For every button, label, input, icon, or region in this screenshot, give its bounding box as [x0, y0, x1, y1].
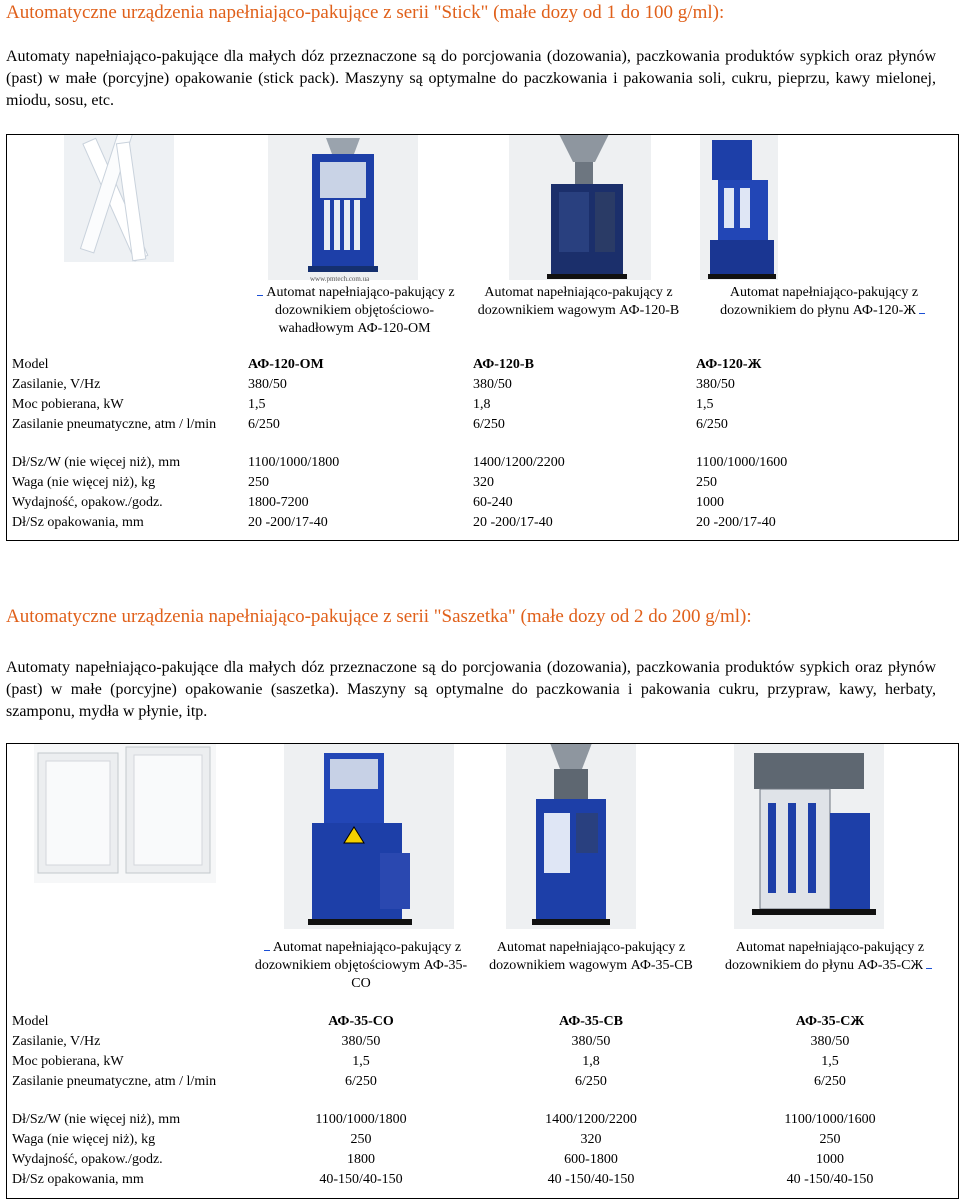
sachet-photo-icon: [12, 743, 236, 883]
row-label: Moc pobierana, kW: [12, 397, 124, 412]
table-row: [6, 1053, 958, 1073]
table-cell: 6/250: [575, 1074, 607, 1089]
caption-am-120-om: Automat napełniająco-pakujący z dozownikiem objętościowo-wahadłowym АФ-120-ОМ: [266, 285, 455, 336]
table-row: [6, 1151, 958, 1171]
row-label: Dł/Sz/W (nie więcej niż), mm: [12, 1112, 181, 1127]
caption-am-120-zh: Automat napełniająco-pakujący z dozownikiem do płynu АФ-120-Ж: [720, 285, 919, 318]
row-label: Dł/Sz opakowania, mm: [12, 515, 144, 530]
caption-row: [6, 939, 958, 1013]
spec-table-stick: [6, 134, 958, 534]
table-cell: 1100/1000/1600: [696, 455, 788, 470]
row-label: Dł/Sz/W (nie więcej niż), mm: [12, 455, 181, 470]
model-cell: АФ-120-Ж: [696, 357, 762, 372]
caption-row: [6, 284, 958, 356]
table-cell: 1000: [816, 1152, 844, 1167]
table-cell: 380/50: [248, 377, 287, 392]
filling-machine-weigher-photo-icon: [473, 134, 684, 280]
model-cell: АФ-35-СВ: [558, 1014, 624, 1029]
table-row: [6, 1013, 958, 1033]
caption-link-marker[interactable]: [919, 313, 925, 314]
row-label: Wydajność, opakow./godz.: [12, 495, 163, 510]
image-watermark: www.pmtech.com.ua: [310, 275, 370, 283]
section2-title: Automatyczne urządzenia napełniająco-pakujące z serii "Saszetka" (małe dozy od 2 do 200 g/ml):: [6, 606, 752, 627]
model-cell: АФ-120-ОМ: [248, 357, 324, 372]
table-cell: 1000: [696, 495, 724, 510]
table-cell: 6/250: [345, 1074, 377, 1089]
table-row: [6, 1033, 958, 1053]
row-label: Zasilanie pneumatyczne, atm / l/min: [12, 417, 217, 432]
caption-am-120-b: Automat napełniająco-pakujący z dozownikiem wagowym АФ-120-В: [477, 285, 680, 318]
row-label: Model: [12, 1014, 49, 1029]
table-row: [6, 1131, 958, 1151]
table-cell: 1100/1000/1800: [248, 455, 340, 470]
row-label: Moc pobierana, kW: [12, 1054, 124, 1069]
table-cell: 380/50: [696, 377, 735, 392]
table-cell: 1100/1000/1800: [315, 1112, 407, 1127]
table-cell: 1800: [347, 1152, 375, 1167]
table-cell: 250: [248, 475, 269, 490]
table-row: [6, 356, 958, 376]
row-label: Waga (nie więcej niż), kg: [12, 475, 156, 490]
table-row: [6, 1111, 958, 1131]
table-cell: 1100/1000/1600: [784, 1112, 876, 1127]
table-row: [6, 494, 958, 514]
filling-machine-liquid-photo-icon: [696, 134, 952, 280]
table-cell: 1,8: [473, 397, 491, 412]
table-cell: 320: [473, 475, 494, 490]
table-cell: 380/50: [341, 1034, 381, 1049]
caption-link-marker[interactable]: [257, 295, 263, 296]
model-cell: АФ-35-СЖ: [795, 1014, 865, 1029]
table-row: [6, 474, 958, 494]
stick-pack-photo-icon: [12, 134, 236, 262]
table-row: [6, 514, 958, 534]
table-cell: 40 -150/40-150: [547, 1172, 635, 1187]
filling-machine-cz-photo-icon: [708, 743, 952, 929]
table-cell: 600-1800: [564, 1152, 618, 1167]
table-cell: 250: [819, 1132, 841, 1147]
table-row: [6, 1171, 958, 1191]
row-label: Model: [12, 357, 49, 372]
row-label: Wydajność, opakow./godz.: [12, 1152, 163, 1167]
product-images-row: [6, 134, 958, 284]
table-cell: 6/250: [473, 417, 505, 432]
table-cell: 250: [696, 475, 717, 490]
table-cell: 1,8: [582, 1054, 600, 1069]
table-row: [6, 396, 958, 416]
table-row: [6, 454, 958, 474]
section1-title: Automatyczne urządzenia napełniająco-pakujące z serii "Stick" (małe dozy od 1 do 100 g/ml):: [6, 2, 725, 23]
caption-link-marker[interactable]: [264, 950, 270, 951]
section2-paragraph: Automaty napełniająco-pakujące dla małych dóz przeznaczone są do porcjowania (dozowania), paczkowania produktów sypkich oraz płynów (past) w małe (porcyjne) opakowanie (saszetka). Maszyny są optymalne do paczkowania i pakowania cukru, przypraw, kawy, herbaty, szamponu, mydła w płynie, itp.: [6, 659, 936, 720]
table-cell: 40-150/40-150: [319, 1172, 403, 1187]
table-cell: 60-240: [473, 495, 513, 510]
model-cell: АФ-35-СО: [328, 1014, 394, 1029]
table-cell: 250: [350, 1132, 372, 1147]
row-label: Waga (nie więcej niż), kg: [12, 1132, 156, 1147]
table-cell: 320: [580, 1132, 602, 1147]
filling-machine-co-photo-icon: [248, 743, 474, 929]
spec-table-sachet: [6, 743, 958, 1191]
table-cell: 1400/1200/2200: [545, 1112, 637, 1127]
caption-link-marker[interactable]: [926, 968, 932, 969]
row-label: Dł/Sz opakowania, mm: [12, 1172, 144, 1187]
table-row: [6, 416, 958, 454]
table-cell: 1,5: [821, 1054, 839, 1069]
product-images-row: [6, 743, 958, 939]
filling-machine-cb-photo-icon: [486, 743, 696, 929]
table-cell: 1,5: [352, 1054, 370, 1069]
table-cell: 6/250: [696, 417, 728, 432]
caption-am-35-co: Automat napełniająco-pakujący z dozownikiem objętościowym АФ-35-СО: [254, 940, 468, 991]
section1-paragraph: Automaty napełniająco-pakujące dla małych dóz przeznaczone są do porcjowania (dozowania), paczkowania produktów sypkich oraz płynów (past) w małe (porcyjne) opakowanie (stick pack). Maszyny są optymalne do paczkowania i pakowania soli, cukru, pieprzu, kawy mielonej, miodu, sosu, etc.: [6, 48, 936, 109]
caption-am-35-cz: Automat napełniająco-pakujący z dozownikiem do płynu АФ-35-СЖ: [724, 940, 925, 973]
table-cell: 20 -200/17-40: [473, 515, 553, 530]
table-row: [6, 376, 958, 396]
table-cell: 6/250: [248, 417, 280, 432]
table-cell: 40 -150/40-150: [786, 1172, 874, 1187]
table-cell: 1,5: [248, 397, 266, 412]
model-cell: АФ-120-В: [473, 357, 534, 372]
table-cell: 380/50: [810, 1034, 850, 1049]
table-cell: 380/50: [473, 377, 512, 392]
table-cell: 20 -200/17-40: [248, 515, 328, 530]
table-row: [6, 1073, 958, 1111]
table-cell: 6/250: [814, 1074, 846, 1089]
row-label: Zasilanie, V/Hz: [12, 1034, 101, 1049]
table-cell: 20 -200/17-40: [696, 515, 776, 530]
table-cell: 1800-7200: [248, 495, 309, 510]
caption-am-35-cb: Automat napełniająco-pakujący z dozownikiem wagowym АФ-35-СВ: [489, 940, 693, 973]
table-cell: 1400/1200/2200: [473, 455, 565, 470]
table-cell: 380/50: [571, 1034, 611, 1049]
table-cell: 1,5: [696, 397, 714, 412]
row-label: Zasilanie pneumatyczne, atm / l/min: [12, 1074, 217, 1089]
row-label: Zasilanie, V/Hz: [12, 377, 101, 392]
filling-machine-om-photo-icon: [248, 134, 461, 283]
